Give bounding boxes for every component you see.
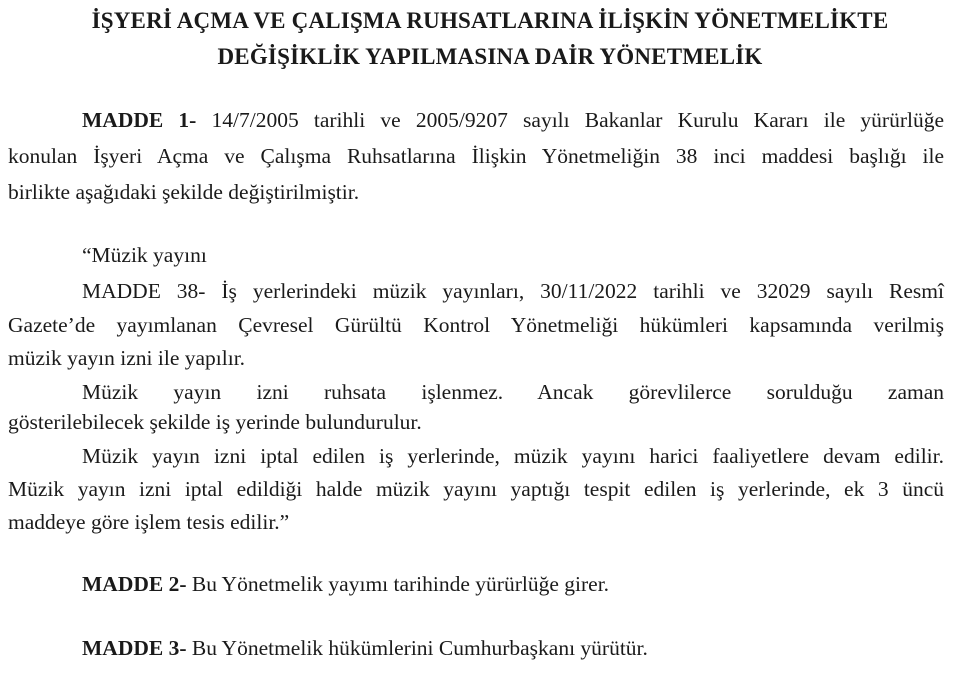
paragraph-2-line-1: Müzik yayın izni ruhsata işlenmez. Ancak görevlilerce sorulduğu zaman <box>82 380 944 404</box>
document-title-line-1: İŞYERİ AÇMA VE ÇALIŞMA RUHSATLARINA İLİŞKİN YÖNETMELİKTE <box>91 8 889 33</box>
madde-38-line-3: müzik yayın izni ile yapılır. <box>8 346 246 370</box>
madde-3 <box>82 632 944 664</box>
madde-3-text: Bu Yönetmelik hükümlerini Cumhurbaşkanı yürütür. <box>191 636 648 660</box>
madde-2-text: Bu Yönetmelik yayımı tarihinde yürürlüğe girer. <box>191 572 610 596</box>
madde-1-label: MADDE 1- <box>82 108 197 132</box>
madde-38-line-2: Gazete’de yayımlanan Çevresel Gürültü Kontrol Yönetmeliği hükümleri kapsamında verilmiş <box>8 313 944 337</box>
quoted-heading: “Müzik yayını <box>82 243 207 267</box>
madde-1-text-1: 14/7/2005 tarihli ve 2005/9207 sayılı Bakanlar Kurulu Kararı ile yürürlüğe <box>211 108 945 132</box>
madde-3-label: MADDE 3- <box>82 636 187 660</box>
madde-2-label: MADDE 2- <box>82 572 187 596</box>
madde-1-line-2: konulan İşyeri Açma ve Çalışma Ruhsatlarına İlişkin Yönetmeliğin 38 inci maddesi başlığı ile <box>8 144 944 168</box>
madde-38-line-1: MADDE 38- İş yerlerindeki müzik yayınları, 30/11/2022 tarihli ve 32029 sayılı Resmî <box>82 279 944 303</box>
paragraph-3-line-3: maddeye göre işlem tesis edilir.” <box>8 510 290 534</box>
paragraph-2-line-2: gösterilebilecek şekilde iş yerinde bulundurulur. <box>8 410 422 434</box>
paragraph-3-line-1: Müzik yayın izni iptal edilen iş yerlerinde, müzik yayını harici faaliyetlere devam edilir. <box>82 444 944 468</box>
madde-1-line-1 <box>82 104 944 136</box>
madde-1-line-3: birlikte aşağıdaki şekilde değiştirilmiştir. <box>8 180 360 204</box>
paragraph-3-line-2: Müzik yayın izni iptal edildiği halde müzik yayını yaptığı tespit edilen iş yerlerinde, ek 3 üncü <box>8 477 944 501</box>
madde-2 <box>82 568 944 600</box>
document-title-line-2: DEĞİŞİKLİK YAPILMASINA DAİR YÖNETMELİK <box>217 44 763 69</box>
